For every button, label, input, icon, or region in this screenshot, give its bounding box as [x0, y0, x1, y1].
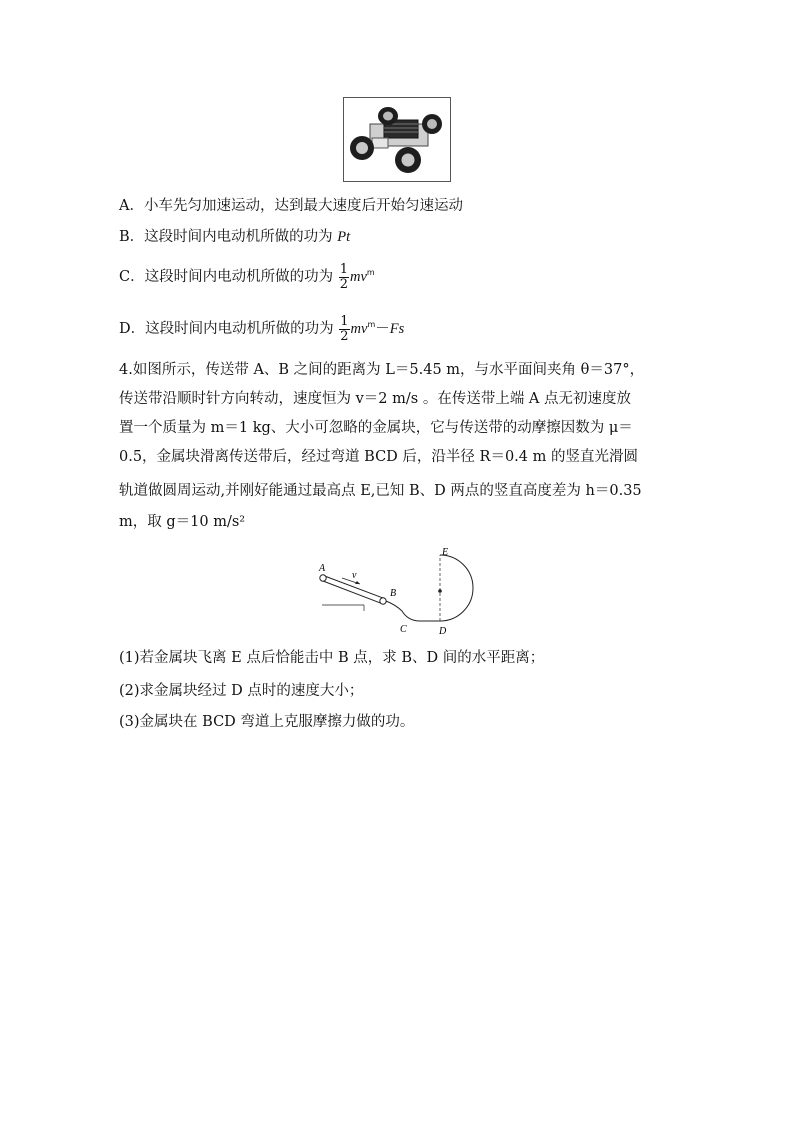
option-a: [119, 195, 463, 217]
fraction-denominator: 2: [340, 328, 349, 344]
toy-car-illustration: [344, 98, 450, 181]
wheel-front-left: [350, 136, 374, 160]
question-1: (1)若金属块飞离 E 点后恰能击中 B 点，求 B、D 间的水平距离；: [119, 650, 545, 666]
problem-line-1: 4.如图所示，传送带 A、B 之间的距离为 L＝5.45 m，与水平面间夹角 θ＝37°，: [119, 362, 645, 378]
question-3: (3)金属块在 BCD 弯道上克服摩擦力做的功。: [119, 714, 415, 730]
label-e: E: [442, 547, 449, 558]
label-a: A: [319, 563, 326, 574]
wheel-rear-left: [378, 107, 398, 125]
belt-lower: [323, 581, 383, 604]
option-d-minus: －: [375, 321, 390, 337]
problem-line-6: m，取 g＝10 m/s²: [119, 514, 246, 530]
pulley-a: [320, 575, 326, 581]
fraction-half: [339, 263, 349, 292]
fraction-denominator: 2: [339, 276, 348, 292]
label-v: v: [352, 570, 357, 581]
toy-car-figure: [343, 97, 451, 182]
fraction-half: [339, 315, 349, 344]
bcd-track: [386, 601, 440, 621]
problem-line-5: 轨道做圆周运动,并刚好能通过最高点 E,已知 B、D 两点的竖直高度差为 h＝0.35: [119, 483, 642, 499]
option-d-tail-var: Fs: [389, 321, 405, 337]
superscript-mark: m: [367, 320, 376, 329]
pulley-b: [380, 598, 386, 604]
option-b-var: Pt: [337, 229, 351, 245]
wheel-front-right: [395, 147, 421, 173]
option-c-expr: mv: [349, 269, 367, 285]
circular-track: [440, 555, 473, 621]
fraction-numerator: 1: [339, 261, 348, 277]
option-c-text: C．这段时间内电动机所做的功为: [119, 269, 334, 285]
circle-center: [438, 589, 442, 593]
label-c: C: [400, 624, 407, 635]
conveyor-diagram: [312, 545, 502, 640]
wheel-rear-right: [422, 114, 442, 134]
option-d-expr: mv: [350, 321, 368, 337]
problem-line-2: 传送带沿顺时针方向转动，速度恒为 v＝2 m/s 。在传送带上端 A 点无初速度放: [119, 391, 632, 407]
superscript-mark: m: [366, 268, 375, 277]
option-b-text: B．这段时间内电动机所做的功为: [119, 229, 338, 245]
problem-line-3: 置一个质量为 m＝1 kg、大小可忽略的金属块，它与传送带的动摩擦因数为 μ＝: [119, 420, 633, 436]
option-c: [119, 262, 375, 292]
option-d: [119, 314, 404, 344]
option-b: [119, 226, 350, 248]
option-a-text: A．小车先匀加速运动，达到最大速度后开始匀速运动: [119, 198, 463, 214]
fraction-numerator: 1: [340, 313, 349, 329]
label-b: B: [390, 588, 397, 599]
label-d: D: [439, 626, 447, 637]
problem-line-4: 0.5，金属块滑离传送带后，经过弯道 BCD 后，沿半径 R＝0.4 m 的竖直光滑圆: [119, 449, 638, 465]
question-2: (2)求金属块经过 D 点时的速度大小；: [119, 683, 364, 699]
option-d-text: D．这段时间内电动机所做的功为: [119, 321, 334, 337]
